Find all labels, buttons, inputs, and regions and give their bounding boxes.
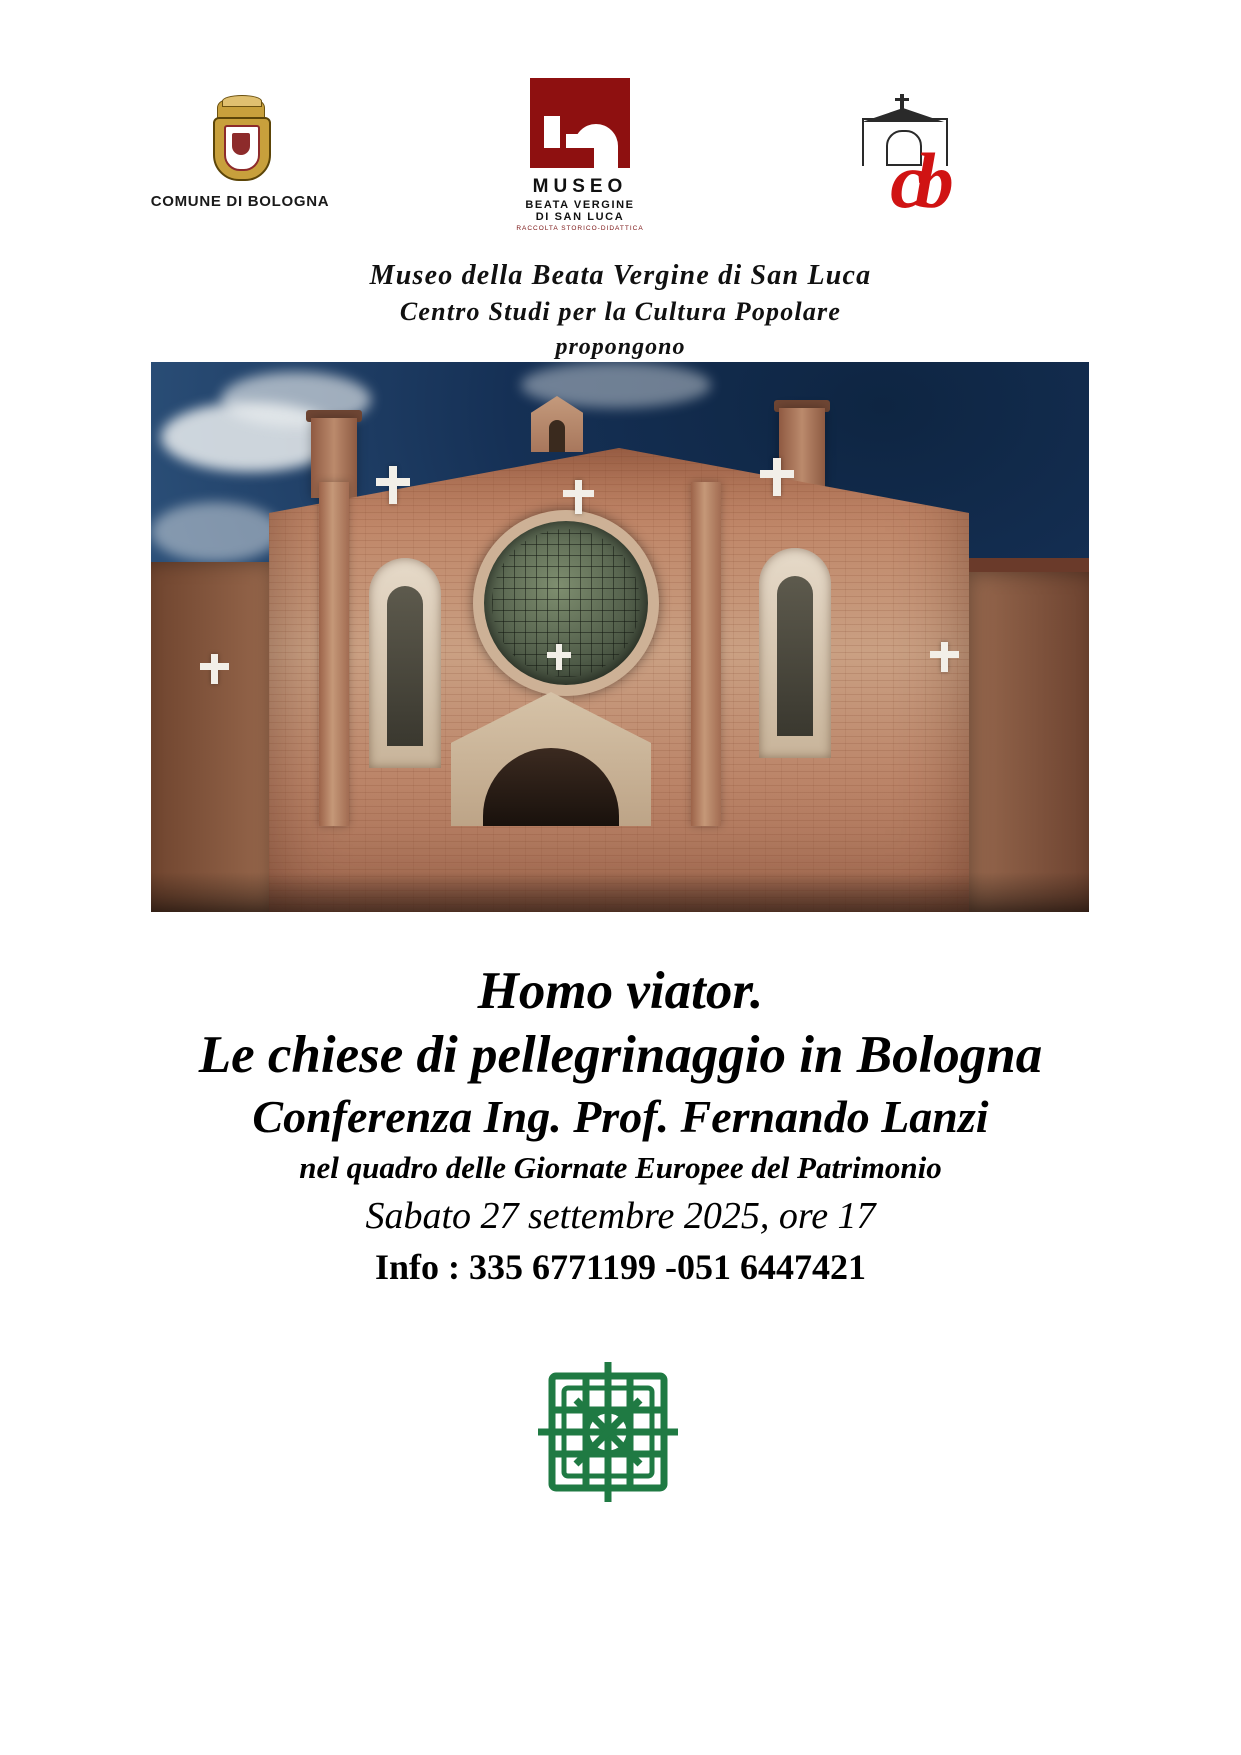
main-text-block xyxy=(0,960,1241,1292)
museo-title-line2: BEATA VERGINE xyxy=(525,199,635,211)
museo-title-line3: DI SAN LUCA xyxy=(535,211,625,223)
crest-icon xyxy=(209,100,271,186)
logo-comune-di-bologna xyxy=(150,100,330,210)
event-title-line-1: Homo viator. xyxy=(477,962,764,1020)
left-wing xyxy=(151,562,283,912)
date-line: Sabato 27 settembre 2025, ore 17 xyxy=(365,1195,876,1237)
right-gothic-window xyxy=(759,548,831,758)
context-line: nel quadro delle Giornate Europee del Patrimonio xyxy=(299,1150,942,1185)
sanctuary-icon xyxy=(530,78,630,168)
intro-line-3: propongono xyxy=(555,334,686,360)
info-line: Info : 335 6771199 -051 6447421 xyxy=(374,1247,866,1287)
csp-monogram: cb xyxy=(890,137,944,224)
museo-title-line1: MUSEO xyxy=(532,176,628,197)
intro-line-2: Centro Studi per la Cultura Popolare xyxy=(399,297,842,326)
event-title-line-2: Le chiese di pellegrinaggio in Bologna xyxy=(198,1026,1043,1084)
wall-cross-icon xyxy=(389,466,397,504)
museo-title-line4: RACCOLTA STORICO-DIDATTICA xyxy=(516,225,644,232)
wall-cross-icon xyxy=(556,644,562,670)
right-wing xyxy=(959,572,1089,912)
logo-row xyxy=(0,78,1241,243)
celtic-knot-logo xyxy=(528,1352,688,1512)
speaker-line: Conferenza Ing. Prof. Fernando Lanzi xyxy=(252,1091,989,1142)
church-facade-photo xyxy=(151,362,1089,912)
intro-line-1: Museo della Beata Vergine di San Luca xyxy=(369,260,872,291)
rose-window xyxy=(473,510,659,696)
wall-cross-icon xyxy=(211,654,218,684)
wall-cross-icon xyxy=(575,480,582,514)
logo-museo-beata-vergine xyxy=(480,78,680,232)
wall-cross-icon xyxy=(773,458,781,496)
logo-centro-studi-cultura-popolare xyxy=(840,96,1010,226)
logo-comune-caption: COMUNE DI BOLOGNA xyxy=(150,193,330,210)
wall-cross-icon xyxy=(941,642,948,672)
intro-block xyxy=(0,258,1241,364)
left-gothic-window xyxy=(369,558,441,768)
